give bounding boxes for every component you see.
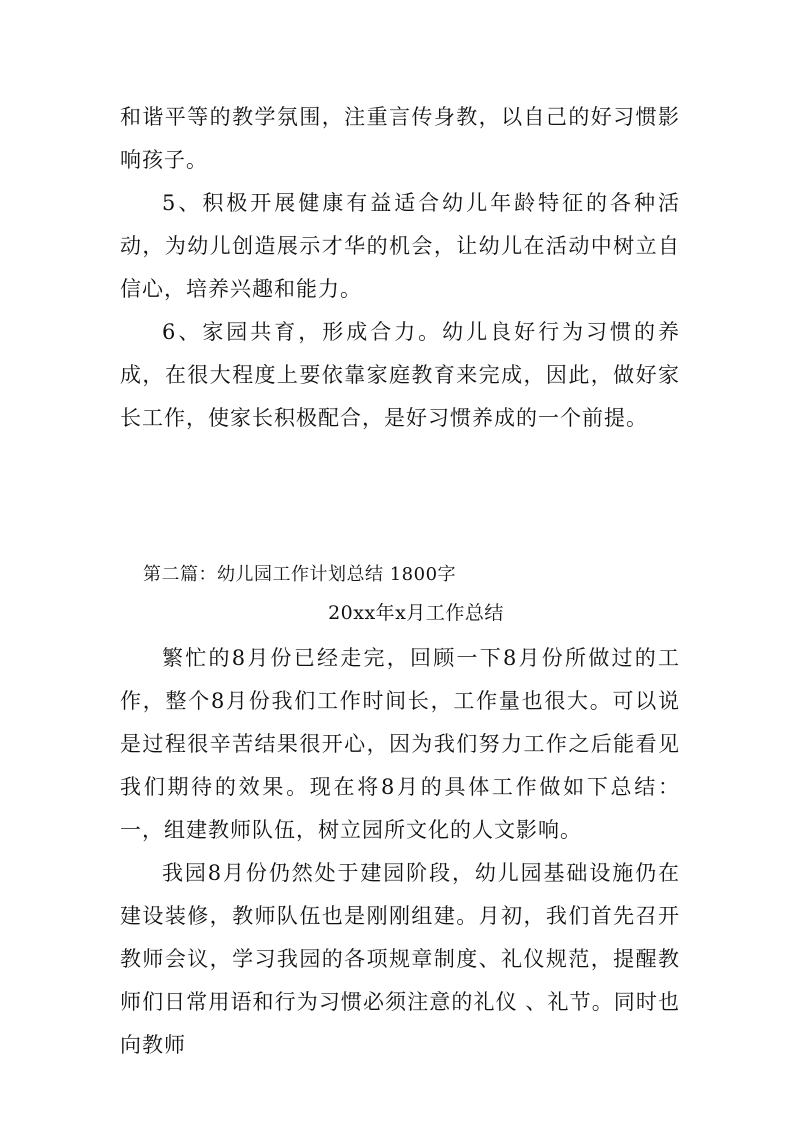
paragraph-continued: 和谐平等的教学氛围，注重言传身教，以自己的好习惯影响孩子。 (120, 105, 680, 172)
paragraph-item-5: 5、积极开展健康有益适合幼儿年龄特征的各种活动，为幼儿创造展示才华的机会，让幼儿在活动中树立自信心，培养兴趣和能力。 (120, 191, 680, 301)
section-paragraph-1: 繁忙的8月份已经走完，回顾一下8月份所做过的工作，整个8月份我们工作时间长，工作量也很大。可以说是过程很辛苦结果很开心，因为我们努力工作之后能看见我们期待的效果。现在将8月的具体工作做如下总结： 一，组建教师队伍，树立园所文化的人文影响。 (120, 646, 680, 842)
section-heading: 第二篇：幼儿园工作计划总结 1800字 (143, 564, 457, 585)
section-subheading: 20xx年x月工作总结 (328, 602, 504, 624)
section-paragraph-2: 我园8月份仍然处于建园阶段，幼儿园基础设施仍在建设装修，教师队伍也是刚刚组建。月初，我们首先召开教师会议，学习我园的各项规章制度、礼仪规范，提醒教师们日常用语和行为习惯必须注意的礼仪 、礼节。同时也向教师 (120, 861, 680, 1057)
paragraph-item-6: 6、家园共育，形成合力。幼儿良好行为习惯的养成，在很大程度上要依靠家庭教育来完成，因此，做好家长工作，使家长积极配合，是好习惯养成的一个前提。 (120, 320, 680, 430)
